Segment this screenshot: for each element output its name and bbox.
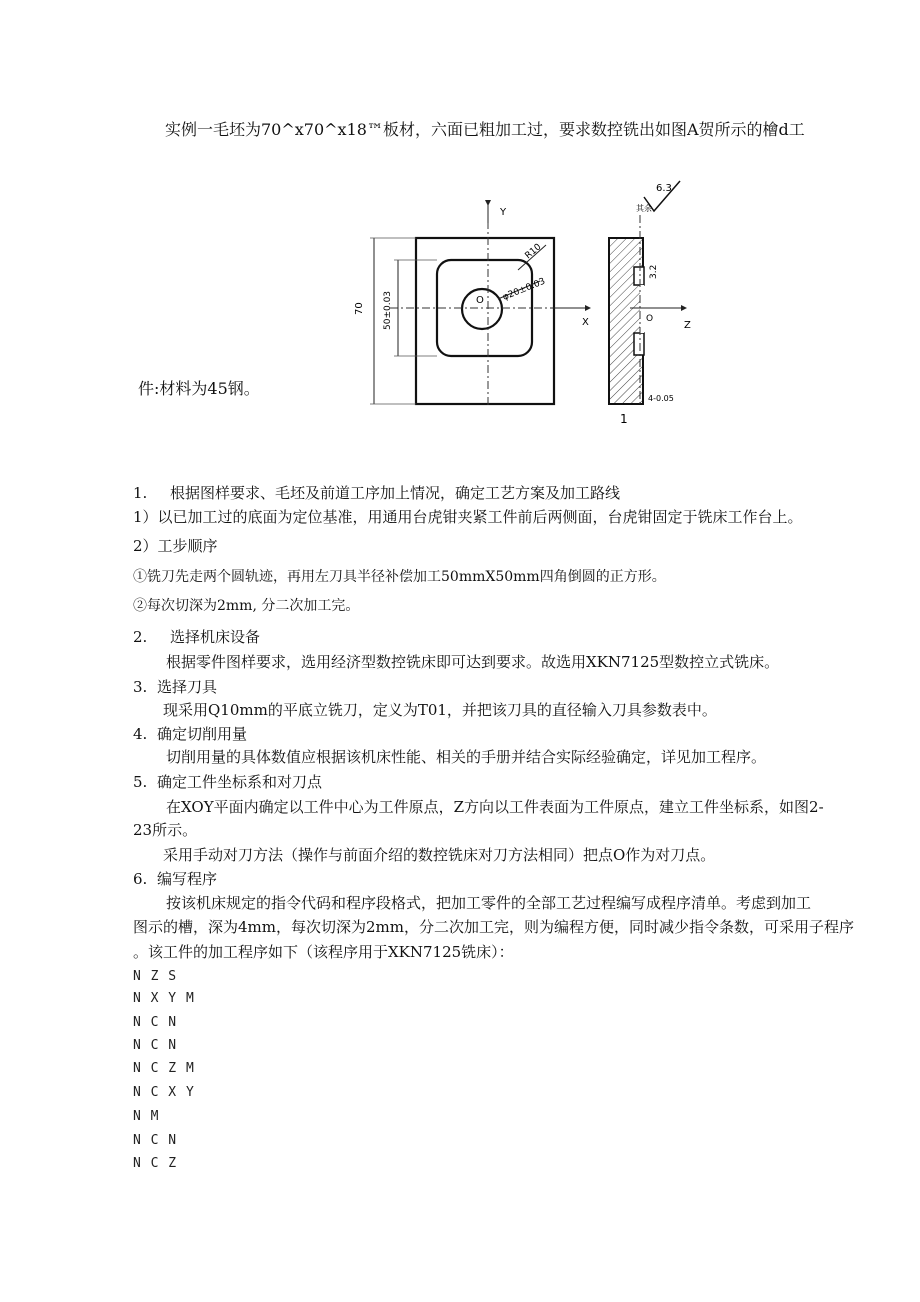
section-6-number: 6. <box>133 870 148 888</box>
dim-70: 70 <box>354 302 365 315</box>
s1-p3: ①铣刀先走两个圆轨迹，再用左刀具半径补偿加工50mmX50mm四角倒圆的正方形。 <box>133 569 666 585</box>
s1-p1: 1）以已加工过的底面为定位基准，用通用台虎钳夹紧工件前后两侧面，台虎钳固定于铣床工作台上。 <box>133 508 803 526</box>
section-2-title: 选择机床设备 <box>170 628 261 646</box>
s1-p4: ②每次切深为2mm, 分二次加工完。 <box>133 598 360 614</box>
side-dim-label: 4-0.05 <box>648 394 674 403</box>
section-2-number: 2. <box>133 628 148 646</box>
y-axis-label: Y <box>500 207 507 218</box>
s2-p1: 根据零件图样要求，选用经济型数控铣床即可达到要求。故选用XKN7125型数控立式铣床。 <box>166 653 780 671</box>
program-line: N C N <box>133 1015 178 1030</box>
s5-p1b: 23所示。 <box>133 821 198 839</box>
dim-50: 50±0.03 <box>383 290 393 330</box>
s1-p2: 2）工步顺序 <box>133 537 218 555</box>
intro-line-1: 实例一毛坯为70^x70^x18™板材，六面已粗加工过，要求数控铣出如图A贺所示的檜d工 <box>165 120 805 139</box>
section-6-title: 编写程序 <box>157 870 218 888</box>
z-axis-label: Z <box>684 320 691 331</box>
s4-p1: 切削用量的具体数值应根据该机床性能、相关的手册并结合实际经验确定，详见加工程序。 <box>166 748 767 766</box>
s6-p1a: 按该机床规定的指令代码和程序段格式，把加工零件的全部工艺过程编写成程序清单。考虑到加工 <box>166 894 812 912</box>
program-line: N M <box>133 1109 160 1124</box>
hole-dia-label: φ20±0.03 <box>501 276 547 303</box>
intro-line-2: 件:材料为45钢。 <box>138 379 260 398</box>
section-5-number: 5. <box>133 773 148 791</box>
program-line: N C X Y <box>133 1085 195 1100</box>
s5-p2: 采用手动对刀方法（操作与前面介绍的数控铣床对刀方法相同）把点O作为对刀点。 <box>163 846 716 864</box>
section-3-number: 3. <box>133 678 148 696</box>
origin-label: O <box>476 295 484 306</box>
radius-label: R10 <box>523 242 544 262</box>
part-drawing <box>350 175 710 430</box>
figure-caption: 1 <box>620 412 628 426</box>
side-view <box>609 238 643 404</box>
s3-p1: 现采用Q10mm的平底立铣刀，定义为T01，并把该刀具的直径输入刀具参数表中。 <box>163 701 717 719</box>
program-line: N C N <box>133 1038 178 1053</box>
section-4-title: 确定切削用量 <box>157 725 248 743</box>
section-4-number: 4. <box>133 725 148 743</box>
program-line: N Z S <box>133 969 178 984</box>
section-1-title: 根据图样要求、毛坯及前道工序加上情况，确定工艺方案及加工路线 <box>170 484 621 502</box>
s5-p1a: 在XOY平面内确定以工件中心为工件原点，Z方向以工件表面为工件原点，建立工件坐标系，如图2- <box>166 798 824 816</box>
program-line: N C N <box>133 1133 178 1148</box>
s6-p1c: 。该工件的加工程序如下（该程序用于XKN7125铣床）： <box>133 943 514 961</box>
roughness-note: 其余 <box>636 204 652 213</box>
pocket <box>437 260 532 356</box>
side-origin-label: O <box>646 314 654 324</box>
program-line: N C Z M <box>133 1061 195 1076</box>
program-line: N C Z <box>133 1156 178 1171</box>
program-line: N X Y M <box>133 991 195 1006</box>
s6-p1b: 图示的槽，深为4mm，每次切深为2mm，分二次加工完，则为编程方便，同时减少指令条数，可采用子程序 <box>133 918 854 936</box>
x-axis-label: X <box>582 317 589 328</box>
section-3-title: 选择刀具 <box>157 678 218 696</box>
section-5-title: 确定工件坐标系和对刀点 <box>157 773 323 791</box>
roughness-label: 6.3 <box>656 183 672 194</box>
section-1-number: 1. <box>133 484 148 502</box>
depth-label: 3.2 <box>649 264 659 279</box>
